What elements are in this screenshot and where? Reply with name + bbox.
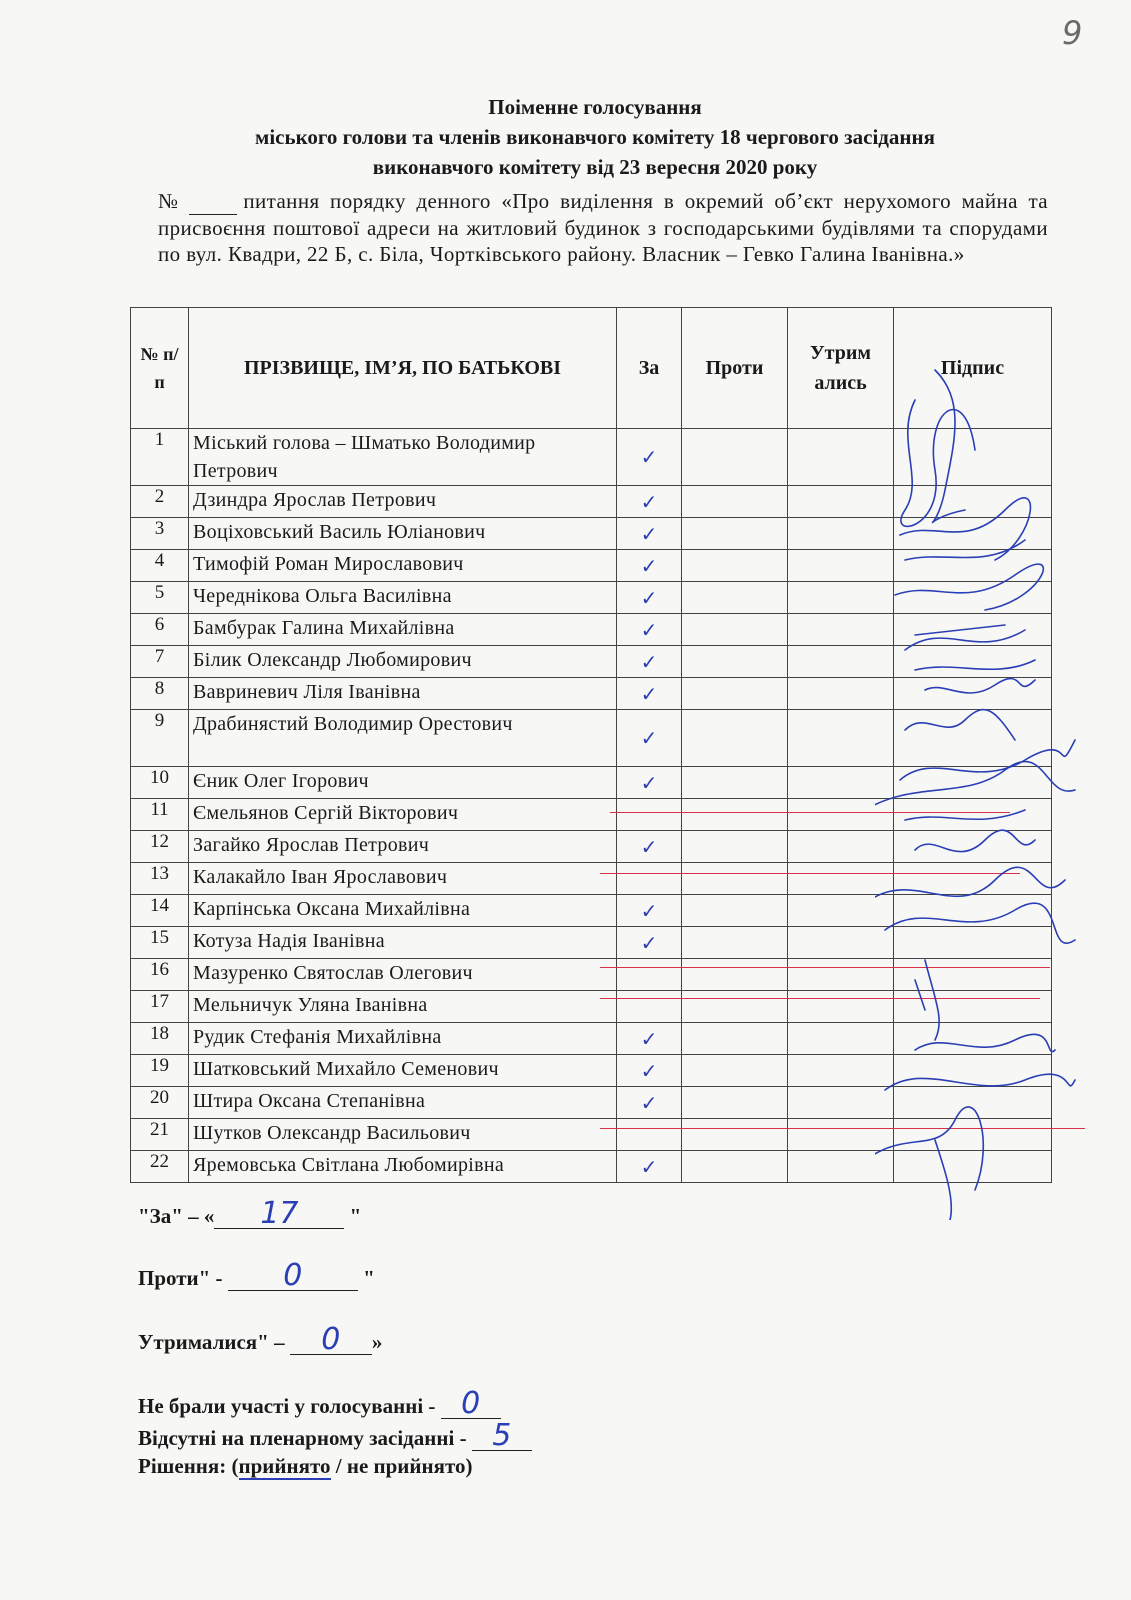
summary-absent-label: Відсутні на пленарному засіданні -: [138, 1426, 467, 1450]
table-row: [131, 895, 1052, 927]
summary-against-value: 0: [228, 1262, 358, 1291]
vote-abstained-cell: [788, 959, 894, 991]
row-number: 6: [131, 614, 189, 646]
vote-against-cell: [682, 518, 788, 550]
vote-abstained-cell: [788, 646, 894, 678]
row-number: 21: [131, 1119, 189, 1151]
decision-suffix: ): [465, 1454, 473, 1478]
signature-cell: [894, 678, 1052, 710]
table-row: [131, 959, 1052, 991]
summary-abstained-close: »: [371, 1330, 383, 1354]
vote-for-mark: [617, 799, 682, 831]
vote-abstained-cell: [788, 895, 894, 927]
vote-for-mark: [617, 1119, 682, 1151]
vote-for-mark: ✓: [617, 895, 682, 927]
member-name: Ємельянов Сергій Вікторович: [189, 799, 617, 831]
row-number: 8: [131, 678, 189, 710]
row-number: 19: [131, 1055, 189, 1087]
signature-cell: [894, 1023, 1052, 1055]
table-row: [131, 614, 1052, 646]
strike-line-row-16: [600, 967, 1050, 968]
member-name: Шатковський Михайло Семенович: [189, 1055, 617, 1087]
signature-cell: [894, 831, 1052, 863]
document-header: [130, 92, 1060, 182]
vote-abstained-cell: [788, 582, 894, 614]
vote-against-cell: [682, 1119, 788, 1151]
vote-for-mark: ✓: [617, 927, 682, 959]
header-signature: Підпис: [894, 308, 1052, 429]
page-number: 9: [1062, 14, 1083, 52]
vote-for-mark: ✓: [617, 614, 682, 646]
member-name: Череднікова Ольга Василівна: [189, 582, 617, 614]
row-number: 2: [131, 486, 189, 518]
vote-abstained-cell: [788, 486, 894, 518]
signature-cell: [894, 550, 1052, 582]
vote-abstained-cell: [788, 518, 894, 550]
agenda-text: питання порядку денного «Про виділення в окремий об’єкт нерухомого майна та присвоєння поштової адреси на житловий будинок з господарськими будівлями та спорудами по вул. Квадри, 22 Б, с. Біла, Чортківського району. Власник – Гевко Галина Іванівна.»: [158, 189, 1048, 266]
table-row: [131, 1055, 1052, 1087]
member-name: Дзиндра Ярослав Петрович: [189, 486, 617, 518]
summary-for: [138, 1196, 362, 1231]
vote-for-mark: ✓: [617, 550, 682, 582]
summary-decision: [138, 1454, 473, 1479]
header-name: ПРІЗВИЩЕ, ІМ’Я, ПО БАТЬКОВІ: [189, 308, 617, 429]
vote-abstained-cell: [788, 1055, 894, 1087]
vote-abstained-cell: [788, 1023, 894, 1055]
signature-cell: [894, 895, 1052, 927]
signature-cell: [894, 799, 1052, 831]
signature-cell: [894, 1151, 1052, 1183]
vote-against-cell: [682, 710, 788, 767]
vote-abstained-cell: [788, 614, 894, 646]
vote-against-cell: [682, 991, 788, 1023]
header-title: Поіменне голосування: [488, 95, 702, 119]
vote-abstained-cell: [788, 799, 894, 831]
signature-cell: [894, 1119, 1052, 1151]
member-name: Калакайло Іван Ярославович: [189, 863, 617, 895]
signature-cell: [894, 1087, 1052, 1119]
vote-for-mark: ✓: [617, 1055, 682, 1087]
signature-cell: [894, 518, 1052, 550]
row-number: 15: [131, 927, 189, 959]
vote-for-mark: ✓: [617, 767, 682, 799]
member-name: Драбинястий Володимир Орестович: [189, 710, 617, 767]
strike-line-row-17: [600, 998, 1040, 999]
table-row: [131, 863, 1052, 895]
vote-abstained-cell: [788, 927, 894, 959]
vote-for-mark: ✓: [617, 710, 682, 767]
member-name: Штира Оксана Степанівна: [189, 1087, 617, 1119]
table-row: [131, 710, 1052, 767]
signature-cell: [894, 991, 1052, 1023]
signature-cell: [894, 959, 1052, 991]
summary-abstained: [138, 1322, 383, 1357]
signature-cell: [894, 614, 1052, 646]
vote-for-mark: [617, 991, 682, 1023]
summary-abstained-value: 0: [290, 1326, 372, 1355]
signature-cell: [894, 710, 1052, 767]
table-row: [131, 518, 1052, 550]
vote-for-mark: ✓: [617, 1151, 682, 1183]
vote-for-mark: ✓: [617, 831, 682, 863]
vote-table: [130, 307, 1052, 1183]
agenda-item: [158, 188, 1048, 267]
table-row: [131, 831, 1052, 863]
table-row: [131, 646, 1052, 678]
vote-abstained-cell: [788, 1087, 894, 1119]
vote-abstained-cell: [788, 991, 894, 1023]
vote-abstained-cell: [788, 1151, 894, 1183]
strike-line-row-13: [600, 873, 1020, 874]
row-number: 1: [131, 429, 189, 486]
summary-absent: [138, 1418, 532, 1453]
table-row: [131, 429, 1052, 486]
table-row: [131, 582, 1052, 614]
member-name: Рудик Стефанія Михайлівна: [189, 1023, 617, 1055]
vote-for-mark: ✓: [617, 678, 682, 710]
signature-cell: [894, 927, 1052, 959]
summary-absent-value: 5: [472, 1422, 532, 1451]
member-name: Бамбурак Галина Михайлівна: [189, 614, 617, 646]
vote-abstained-cell: [788, 710, 894, 767]
vote-against-cell: [682, 550, 788, 582]
signature-cell: [894, 486, 1052, 518]
vote-against-cell: [682, 767, 788, 799]
vote-for-mark: ✓: [617, 518, 682, 550]
header-subtitle: міського голови та членів виконавчого комітету 18 чергового засідання: [255, 125, 935, 149]
vote-abstained-cell: [788, 678, 894, 710]
vote-for-mark: [617, 863, 682, 895]
table-row: [131, 927, 1052, 959]
member-name: Тимофій Роман Мирославович: [189, 550, 617, 582]
summary-not-voted-value: 0: [441, 1390, 501, 1419]
signature-cell: [894, 582, 1052, 614]
row-number: 13: [131, 863, 189, 895]
summary-not-voted: [138, 1386, 501, 1421]
table-row: [131, 1023, 1052, 1055]
vote-against-cell: [682, 1151, 788, 1183]
signature-cell: [894, 646, 1052, 678]
vote-abstained-cell: [788, 1119, 894, 1151]
vote-against-cell: [682, 863, 788, 895]
row-number: 11: [131, 799, 189, 831]
vote-against-cell: [682, 486, 788, 518]
vote-for-mark: ✓: [617, 582, 682, 614]
strike-line-row-11: [610, 812, 1010, 813]
decision-separator: /: [330, 1454, 347, 1478]
table-row: [131, 1119, 1052, 1151]
signature-cell: [894, 1055, 1052, 1087]
row-number: 5: [131, 582, 189, 614]
member-name: Карпінська Оксана Михайлівна: [189, 895, 617, 927]
table-row: [131, 1087, 1052, 1119]
signature-cell: [894, 863, 1052, 895]
member-name: Міський голова – Шматько Володимир Петрович: [189, 429, 617, 486]
member-name: Шутков Олександр Васильович: [189, 1119, 617, 1151]
vote-against-cell: [682, 614, 788, 646]
member-name: Яремовська Світлана Любомирівна: [189, 1151, 617, 1183]
row-number: 12: [131, 831, 189, 863]
member-name: Воціховський Василь Юліанович: [189, 518, 617, 550]
member-name: Загайко Ярослав Петрович: [189, 831, 617, 863]
header-abstained: Утрим ались: [788, 308, 894, 429]
table-row: [131, 767, 1052, 799]
vote-against-cell: [682, 429, 788, 486]
signature-cell: [894, 767, 1052, 799]
decision-prefix: Рішення: (: [138, 1454, 239, 1478]
table-row: [131, 1151, 1052, 1183]
vote-against-cell: [682, 582, 788, 614]
row-number: 17: [131, 991, 189, 1023]
summary-against-close: ": [363, 1266, 375, 1290]
row-number: 7: [131, 646, 189, 678]
summary-not-voted-label: Не брали участі у голосуванні -: [138, 1394, 436, 1418]
header-for: За: [617, 308, 682, 429]
vote-against-cell: [682, 831, 788, 863]
table-header-row: [131, 308, 1052, 429]
member-name: Вавриневич Ліля Іванівна: [189, 678, 617, 710]
vote-against-cell: [682, 895, 788, 927]
vote-for-mark: ✓: [617, 646, 682, 678]
vote-for-mark: ✓: [617, 1087, 682, 1119]
row-number: 18: [131, 1023, 189, 1055]
row-number: 14: [131, 895, 189, 927]
summary-abstained-label: Утрималися" –: [138, 1330, 285, 1354]
vote-abstained-cell: [788, 831, 894, 863]
vote-abstained-cell: [788, 550, 894, 582]
row-number: 4: [131, 550, 189, 582]
summary-for-label: "За" – «: [138, 1204, 215, 1228]
member-name: Єник Олег Ігорович: [189, 767, 617, 799]
row-number: 9: [131, 710, 189, 767]
vote-abstained-cell: [788, 767, 894, 799]
row-number: 10: [131, 767, 189, 799]
header-number: № п/ п: [131, 308, 189, 429]
member-name: Мельничук Уляна Іванівна: [189, 991, 617, 1023]
row-number: 16: [131, 959, 189, 991]
vote-against-cell: [682, 927, 788, 959]
vote-for-mark: ✓: [617, 429, 682, 486]
member-name: Котуза Надія Іванівна: [189, 927, 617, 959]
agenda-number-blank: [189, 188, 237, 215]
decision-not-accepted: не прийнято: [346, 1454, 466, 1478]
vote-for-mark: ✓: [617, 486, 682, 518]
summary-for-value: 17: [214, 1200, 344, 1229]
vote-abstained-cell: [788, 429, 894, 486]
decision-accepted: прийнято: [238, 1454, 331, 1478]
agenda-number-sign: №: [158, 189, 184, 213]
vote-against-cell: [682, 1023, 788, 1055]
table-row: [131, 991, 1052, 1023]
table-row: [131, 550, 1052, 582]
vote-against-cell: [682, 1087, 788, 1119]
vote-abstained-cell: [788, 863, 894, 895]
vote-against-cell: [682, 646, 788, 678]
header-date: виконавчого комітету від 23 вересня 2020 року: [372, 155, 818, 179]
strike-line-row-21: [600, 1128, 1085, 1129]
vote-against-cell: [682, 959, 788, 991]
vote-for-mark: [617, 959, 682, 991]
member-name: Мазуренко Святослав Олегович: [189, 959, 617, 991]
row-number: 22: [131, 1151, 189, 1183]
member-name: Білик Олександр Любомирович: [189, 646, 617, 678]
vote-against-cell: [682, 799, 788, 831]
vote-against-cell: [682, 678, 788, 710]
table-row: [131, 799, 1052, 831]
table-row: [131, 486, 1052, 518]
vote-for-mark: ✓: [617, 1023, 682, 1055]
vote-against-cell: [682, 1055, 788, 1087]
signature-cell: [894, 429, 1052, 486]
table-row: [131, 678, 1052, 710]
summary-against-label: Проти" -: [138, 1266, 223, 1290]
header-against: Проти: [682, 308, 788, 429]
summary-against: [138, 1258, 375, 1293]
row-number: 3: [131, 518, 189, 550]
summary-for-close: ": [349, 1204, 362, 1228]
row-number: 20: [131, 1087, 189, 1119]
